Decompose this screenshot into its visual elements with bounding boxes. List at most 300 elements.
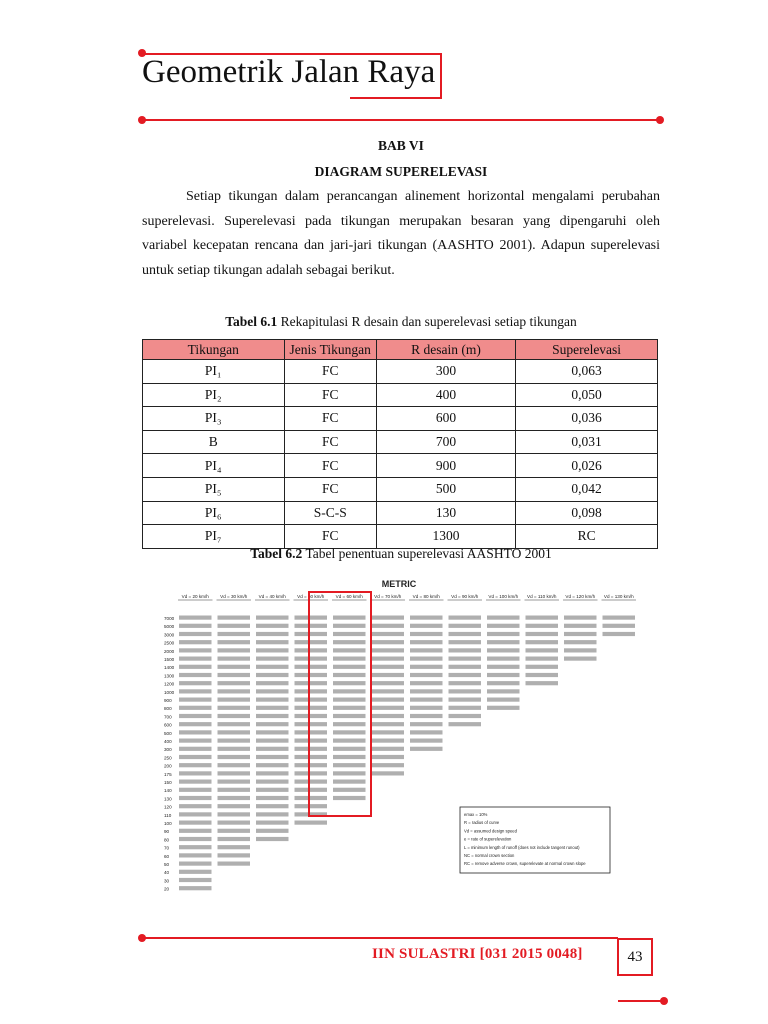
radius-value: 70 [164,845,170,851]
cell-jenis: FC [284,407,376,431]
figure-cell [333,714,366,718]
figure-cell [256,665,289,669]
footer-rule [142,937,618,939]
figure-cell [526,632,559,636]
figure-cell [218,812,251,816]
figure-cell [256,739,289,743]
figure-cell [218,796,251,800]
radius-value: 40 [164,870,170,876]
figure-cell [333,681,366,685]
figure-cell [526,681,559,685]
radius-value: 700 [164,714,172,720]
figure-cell [372,739,405,743]
figure-cell [410,648,443,652]
cell-jenis: FC [284,360,376,384]
superelevation-table [142,339,658,549]
figure-cell [564,616,597,620]
figure-cell [218,829,251,833]
radius-value: 300 [164,747,172,753]
cell-superelevasi: 0,042 [516,477,658,501]
cell-tikungan: PI₅ [143,477,285,501]
figure-cell [372,722,405,726]
figure-cell [218,616,251,620]
cell-r-desain: 700 [376,430,515,454]
cell-superelevasi: 0,050 [516,383,658,407]
figure-cell [295,788,328,792]
radius-value: 1400 [164,665,175,671]
speed-header: Vd = 80 km/h [412,594,440,599]
figure-cell [487,616,520,620]
figure-cell [295,714,328,718]
header-bottom-rule-dot-left [138,116,146,124]
radius-value: 3000 [164,632,175,638]
figure-cell [449,616,482,620]
cell-tikungan: PI₄ [143,454,285,478]
figure-cell [487,689,520,693]
radius-value: 200 [164,763,172,769]
col-header-tikungan: Tikungan [143,340,285,360]
figure-cell [256,648,289,652]
figure-cell [487,673,520,677]
footer-bottom-rule-dot [660,997,668,1005]
figure-cell [295,730,328,734]
figure-cell [218,714,251,718]
radius-value: 250 [164,755,172,761]
figure-cell [179,780,212,784]
table-row [143,525,658,549]
speed-header: Vd = 100 km/h [488,594,519,599]
figure-cell [256,657,289,661]
figure-cell [295,755,328,759]
figure-cell [526,648,559,652]
figure-cell [256,632,289,636]
radius-value: 20 [164,886,170,892]
figure-cell [410,747,443,751]
figure-cell [179,730,212,734]
figure-cell [179,837,212,841]
figure-cell [218,640,251,644]
figure-cell [487,657,520,661]
speed-header: Vd = 70 km/h [374,594,402,599]
speed-header: Vd = 90 km/h [451,594,479,599]
figure-cell [179,722,212,726]
figure-cell [218,739,251,743]
figure-cell [449,698,482,702]
figure-cell [218,788,251,792]
figure-cell [179,796,212,800]
figure-cell [256,730,289,734]
legend-line: NC = normal crown section [464,853,515,858]
figure-cell [179,763,212,767]
figure-cell [295,673,328,677]
figure-cell [218,648,251,652]
cell-superelevasi: 0,098 [516,501,658,525]
figure-cell [526,673,559,677]
radius-value: 110 [164,812,172,818]
col-header-superelevasi: Superelevasi [516,340,658,360]
figure-cell [487,640,520,644]
figure-cell [218,780,251,784]
page-number-box [617,938,653,976]
figure-cell [256,829,289,833]
figure-cell [449,648,482,652]
radius-column [164,616,175,892]
figure-cell [333,689,366,693]
figure-cell [372,747,405,751]
header-title-border [440,53,442,99]
table-row [143,360,658,384]
figure-cell [179,706,212,710]
cell-r-desain: 400 [376,383,515,407]
cell-r-desain: 130 [376,501,515,525]
figure-cell [372,698,405,702]
header-bottom-rule [142,119,660,121]
cell-tikungan: PI₃ [143,407,285,431]
figure-cell [333,788,366,792]
figure-cell [179,665,212,669]
chapter-number: BAB VI [378,138,424,153]
figure-cell [410,739,443,743]
figure-cell [256,788,289,792]
figure-cell [333,771,366,775]
figure-cell [218,763,251,767]
cell-tikungan: PI₆ [143,501,285,525]
figure-cell [179,755,212,759]
radius-value: 50 [164,862,170,867]
figure-cell [218,837,251,841]
figure-cell [218,747,251,751]
col-header-r-desain: R desain (m) [376,340,515,360]
radius-value: 175 [164,771,172,777]
aashto-superelevation-figure [162,576,636,894]
table-row [143,383,658,407]
radius-value: 90 [164,829,170,835]
speed-header: Vd = 30 km/h [220,594,248,599]
figure-cell [256,812,289,816]
figure-cell [372,714,405,718]
figure-cell [179,812,212,816]
figure-cell [256,771,289,775]
figure-cell [333,739,366,743]
figure-cell [449,657,482,661]
table-row [143,430,658,454]
figure-cell [295,780,328,784]
radius-value: 500 [164,730,172,736]
figure-cell [410,657,443,661]
figure-cell [295,771,328,775]
figure-cell [333,698,366,702]
radius-value: 130 [164,796,172,802]
figure-cell [218,673,251,677]
figure-cell [333,624,366,628]
figure-cell [256,673,289,677]
figure-cell [295,706,328,710]
figure-cell [487,624,520,628]
figure-cell [218,845,251,849]
figure-cell [179,886,212,890]
figure-cell [449,673,482,677]
radius-value: 60 [164,853,170,859]
figure-cell [295,640,328,644]
figure-cell [564,648,597,652]
figure-cell [410,714,443,718]
speed-header: Vd = 20 km/h [181,594,209,599]
figure-cell [256,796,289,800]
figure-cell [295,648,328,652]
cell-tikungan: PI₂ [143,383,285,407]
figure-cell [372,648,405,652]
table1-caption-label: Tabel 6.1 [225,314,278,329]
figure-cell [333,665,366,669]
figure-cell [603,632,636,636]
figure-cell [333,722,366,726]
table-row [143,407,658,431]
figure-cell [295,689,328,693]
figure-cell [179,829,212,833]
figure-cell [487,706,520,710]
radius-value: 150 [164,780,172,785]
figure-cell [179,648,212,652]
figure-cell [295,657,328,661]
figure-cell [333,706,366,710]
cell-tikungan: B [143,430,285,454]
figure-cell [410,706,443,710]
figure-cell [526,616,559,620]
figure-cell [179,689,212,693]
cell-jenis: FC [284,477,376,501]
figure-cell [256,640,289,644]
figure-cell [256,755,289,759]
figure-cell [372,616,405,620]
cell-r-desain: 600 [376,407,515,431]
figure-cell [295,616,328,620]
figure-cell [218,862,251,866]
speed-header: Vd = 110 km/h [527,594,557,599]
figure-cell [449,706,482,710]
figure-cell [410,698,443,702]
figure-cell [372,673,405,677]
legend-line: emax = 10% [464,812,488,817]
cell-superelevasi: 0,026 [516,454,658,478]
figure-legend-box [460,807,610,873]
figure-cell [218,689,251,693]
page-title: Geometrik Jalan Raya [142,54,436,90]
figure-cell [372,681,405,685]
figure-cell [333,648,366,652]
radius-value: 800 [164,706,172,712]
figure-cell [179,640,212,644]
figure-cell [179,878,212,882]
table-row [143,454,658,478]
figure-cell [372,632,405,636]
figure-cell [218,804,251,808]
radius-value: 1300 [164,673,175,679]
figure-cell [179,747,212,751]
figure-cell [256,624,289,628]
figure-cell [333,616,366,620]
figure-cell [449,665,482,669]
figure-cell [564,632,597,636]
cell-jenis: FC [284,430,376,454]
figure-cell [218,771,251,775]
figure-cell [256,681,289,685]
radius-value: 2000 [164,648,175,654]
figure-cell [410,722,443,726]
cell-superelevasi: 0,063 [516,360,658,384]
figure-cell [218,632,251,636]
figure-cell [333,747,366,751]
legend-line: e = rate of superelevation [464,836,512,842]
figure-cell [526,657,559,661]
footer-bottom-rule [618,1000,664,1002]
cell-r-desain: 500 [376,477,515,501]
figure-cell [487,681,520,685]
speed-header: Vd = 60 km/h [335,594,363,599]
figure-cell [218,665,251,669]
figure-cell [179,870,212,874]
table2-caption [142,546,660,562]
figure-cell [256,706,289,710]
cell-tikungan: PI₁ [143,360,285,384]
radius-value: 900 [164,698,172,703]
figure-cell [372,624,405,628]
figure-cell [372,689,405,693]
figure-cell [487,698,520,702]
page-number: 43 [627,948,643,965]
figure-cell [333,755,366,759]
figure-cell [333,780,366,784]
figure-cell [487,648,520,652]
figure-cell [410,624,443,628]
figure-cell [449,722,482,726]
radius-value: 140 [164,788,172,794]
figure-cell [256,616,289,620]
cell-jenis: FC [284,383,376,407]
figure-cell [295,681,328,685]
cell-jenis: S-C-S [284,501,376,525]
cell-jenis: FC [284,525,376,549]
figure-cell [179,845,212,849]
speed-header: Vd = 40 km/h [258,594,286,599]
figure-cell [218,730,251,734]
figure-cell [487,665,520,669]
figure-cell [179,714,212,718]
speed-header: Vd = 120 km/h [565,594,596,599]
cell-r-desain: 300 [376,360,515,384]
figure-cell [295,665,328,669]
figure-cell [256,747,289,751]
radius-value: 1500 [164,657,175,662]
figure-cell [333,640,366,644]
figure-cell [179,771,212,775]
figure-cell [449,632,482,636]
figure-cell [295,632,328,636]
figure-cell [179,788,212,792]
table2-caption-text: Tabel penentuan superelevasi AASHTO 2001 [302,546,552,561]
cell-r-desain: 900 [376,454,515,478]
figure-cell [256,821,289,825]
radius-value: 2500 [164,640,175,646]
figure-cell [564,657,597,661]
speed-header-row [178,594,636,600]
radius-value: 1200 [164,681,175,687]
figure-cell [295,821,328,825]
figure-cell [179,624,212,628]
cell-jenis: FC [284,454,376,478]
figure-cell [179,804,212,808]
radius-value: 600 [164,722,172,728]
figure-cell [372,730,405,734]
col-header-jenis: Jenis Tikungan [284,340,376,360]
figure-cell [295,739,328,743]
radius-value: 120 [164,804,172,810]
radius-value: 100 [164,821,172,826]
table1-caption [142,314,660,330]
figure-cell [256,698,289,702]
figure-cell [256,689,289,693]
figure-cell [410,730,443,734]
figure-cell [410,689,443,693]
figure-cell [179,673,212,677]
legend-line: Vd = assumed design speed [464,828,517,834]
speed-header: Vd = 130 km/h [603,594,634,599]
figure-cell [372,657,405,661]
figure-cell [487,632,520,636]
figure-title: METRIC [381,579,417,589]
table-row [143,477,658,501]
figure-cell [256,837,289,841]
header-bottom-rule-dot-right [656,116,664,124]
figure-cell [564,624,597,628]
figure-cell [256,714,289,718]
figure-cell [372,706,405,710]
figure-cell [179,739,212,743]
figure-cell [218,853,251,857]
figure-cell [295,624,328,628]
figure-cell [372,763,405,767]
figure-cell [179,698,212,702]
speed-header: Vd = 50 km/h [297,594,325,599]
table-header-row [143,340,658,360]
figure-cell [179,616,212,620]
figure-cell [526,624,559,628]
figure-cell [295,763,328,767]
figure-cell [218,722,251,726]
cell-superelevasi: 0,036 [516,407,658,431]
figure-cell [179,853,212,857]
figure-cell [333,632,366,636]
figure-cell [256,722,289,726]
figure-cell [256,763,289,767]
figure-cell [372,771,405,775]
figure-cell [218,755,251,759]
figure-cell [410,681,443,685]
cell-tikungan: PI₇ [143,525,285,549]
paragraph-text: Setiap tikungan dalam perancangan alinement horizontal mengalami perubahan superelevasi. Superelevasi pada tikungan merupakan besaran yang dipengaruhi oleh variabel kecepatan rencana dan jari-jari tikungan (AASHTO 2001). Adapun superelevasi untuk setiap tikungan adalah sebagai berikut. [142,189,660,278]
radius-value: 5000 [164,624,175,630]
radius-value: 80 [164,837,170,843]
figure-cell [333,673,366,677]
figure-cell [256,804,289,808]
figure-cell [372,640,405,644]
figure-cell [410,632,443,636]
figure-cell [449,689,482,693]
figure-cell [603,616,636,620]
radius-value: 7000 [164,616,175,621]
chapter-heading: DIAGRAM SUPERELEVASI [314,164,488,179]
figure-cell [410,673,443,677]
figure-cell [179,862,212,866]
